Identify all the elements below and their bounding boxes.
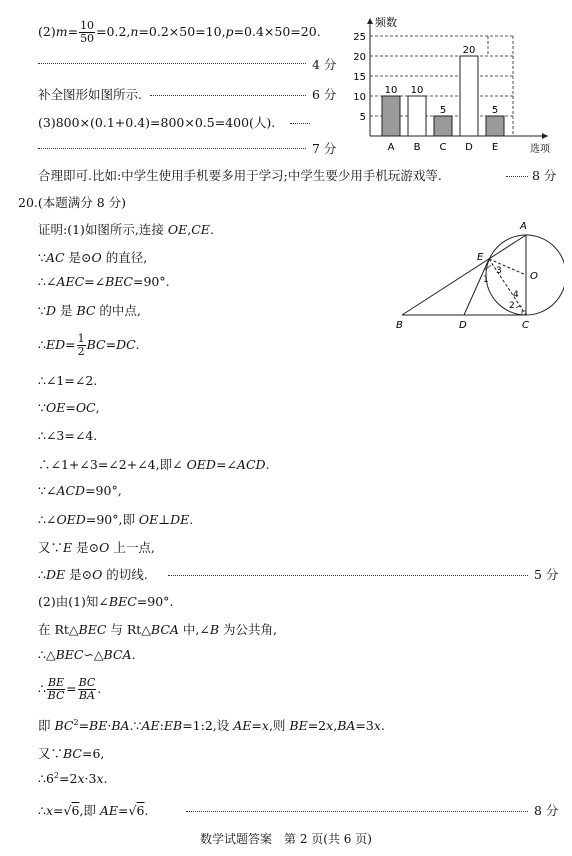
bar-value-label: 5 — [439, 105, 447, 116]
q20-line-10: ∵∠ACD=90°, — [38, 483, 122, 498]
q20-line-18: 即 $BC^2=BE\cdot BA.\because AE:EB=1:2$,设 AE=x,则 BE=2x,BA=3x. — [38, 717, 385, 733]
x-axis-arrow — [542, 133, 548, 139]
q20-line-13: ∴DE 是⊙O 的切线. — [38, 567, 148, 582]
q20-line-16: ∴△BEC∽△BCA. — [38, 647, 136, 662]
label-angle-1: 1 — [483, 275, 489, 285]
bar — [460, 56, 478, 136]
q20-header: 20.(本题满分 8 分) — [18, 195, 127, 210]
score-5: 5 分 — [534, 567, 559, 582]
page-footer: 数学试题答案 第 2 页(共 6 页) — [200, 832, 372, 846]
fill-figure-line: 补全图形如图所示. — [38, 87, 142, 102]
dot-leader — [290, 123, 310, 124]
score-8: 8 分 — [534, 803, 559, 818]
y-tick-label: 5 — [359, 112, 366, 123]
q20-line-8: ∴∠3=∠4. — [38, 428, 98, 443]
x-axis-label: 选项 — [530, 144, 550, 155]
q20-line-15: 在 Rt△BEC 与 Rt△BCA 中,∠B 为公共角, — [38, 622, 277, 637]
q20-line-17: ∴ $\frac{BE}{BC}$ = $\frac{BC}{BA}$ . — [38, 676, 102, 702]
label-angle-2: 2 — [509, 301, 515, 311]
label-b: B — [396, 320, 403, 331]
y-axis-arrow — [367, 18, 373, 24]
x-tick-label: C — [439, 142, 447, 153]
label-o: O — [530, 271, 538, 282]
score-4: 4 分 — [312, 57, 337, 72]
dot-leader — [186, 811, 528, 812]
answer-3-line: (3)800×(0.1+0.4)=800×0.5=400(人). — [38, 115, 276, 130]
x-tick-label: B — [413, 142, 421, 153]
q20-line-4: ∵D 是 BC 的中点, — [38, 303, 141, 318]
bar-value-label: 5 — [491, 105, 499, 116]
q20-line-1: 证明:(1)如图所示,连接 OE,CE. — [38, 222, 214, 237]
label-a: A — [520, 221, 527, 232]
score-7: 7 分 — [312, 141, 337, 156]
dot-leader — [506, 176, 528, 177]
q20-line-3: ∴∠AEC=∠BEC=90°. — [38, 274, 170, 289]
q20-line-14: (2)由(1)知∠BEC=90°. — [38, 594, 174, 609]
score-6: 6 分 — [312, 87, 337, 102]
geometry-figure — [392, 218, 564, 336]
bar-value-label: 20 — [462, 45, 476, 56]
q20-line-2: ∵AC 是⊙O 的直径, — [38, 250, 148, 265]
q20-line-20: $\therefore 6^2=2x\cdot 3x$. — [38, 771, 108, 787]
x-tick-label: D — [465, 142, 473, 153]
q20-line-19: 又∵BC=6, — [38, 746, 105, 761]
bar-chart — [330, 14, 560, 160]
line-eo — [489, 259, 526, 275]
score-8a: 8 分 — [532, 168, 557, 183]
x-tick-label: E — [491, 142, 499, 153]
y-tick-label: 20 — [353, 52, 366, 63]
y-tick-label: 25 — [353, 32, 366, 43]
q20-line-9: ∴∠1+∠3=∠2+∠4,即∠ OED=∠ACD. — [38, 457, 270, 472]
q20-line-11: ∴∠OED=90°,即 OE⊥DE. — [38, 512, 194, 527]
label-e: E — [477, 252, 484, 263]
bar — [486, 116, 504, 136]
label-d: D — [459, 320, 467, 331]
y-tick-label: 15 — [353, 72, 366, 83]
dot-leader — [38, 148, 306, 149]
label-angle-4: 4 — [513, 290, 519, 300]
dot-leader — [38, 63, 306, 64]
q20-line-6: ∴∠1=∠2. — [38, 373, 98, 388]
dot-leader — [150, 95, 306, 96]
y-tick-label: 10 — [353, 92, 366, 103]
reasonable-line: 合理即可.比如:中学生使用手机要多用于学习;中学生要少用手机玩游戏等. — [38, 168, 442, 183]
q20-line-7: ∵OE=OC, — [38, 400, 100, 415]
y-axis-label: 频数 — [375, 16, 397, 29]
q20-line-21: ∴x=√6,即 AE=√6. — [38, 803, 149, 818]
dot-leader — [168, 575, 528, 576]
x-tick-label: A — [387, 142, 395, 153]
line-ba — [402, 235, 526, 315]
label-c: C — [522, 320, 529, 331]
answer-2-line: (2)m= $\frac{10}{50}$ =0.2,n=0.2×50=10,p=0.4×50=20. — [38, 19, 321, 45]
bar — [408, 96, 426, 136]
bar-value-label: 10 — [410, 85, 424, 96]
bar — [434, 116, 452, 136]
label-angle-3: 3 — [496, 266, 502, 276]
bar-value-label: 10 — [384, 85, 398, 96]
q20-line-12: 又∵E 是⊙O 上一点, — [38, 540, 155, 555]
bar — [382, 96, 400, 136]
q20-line-5: ∴ED= $\frac{1}{2}$ BC=DC. — [38, 332, 140, 358]
